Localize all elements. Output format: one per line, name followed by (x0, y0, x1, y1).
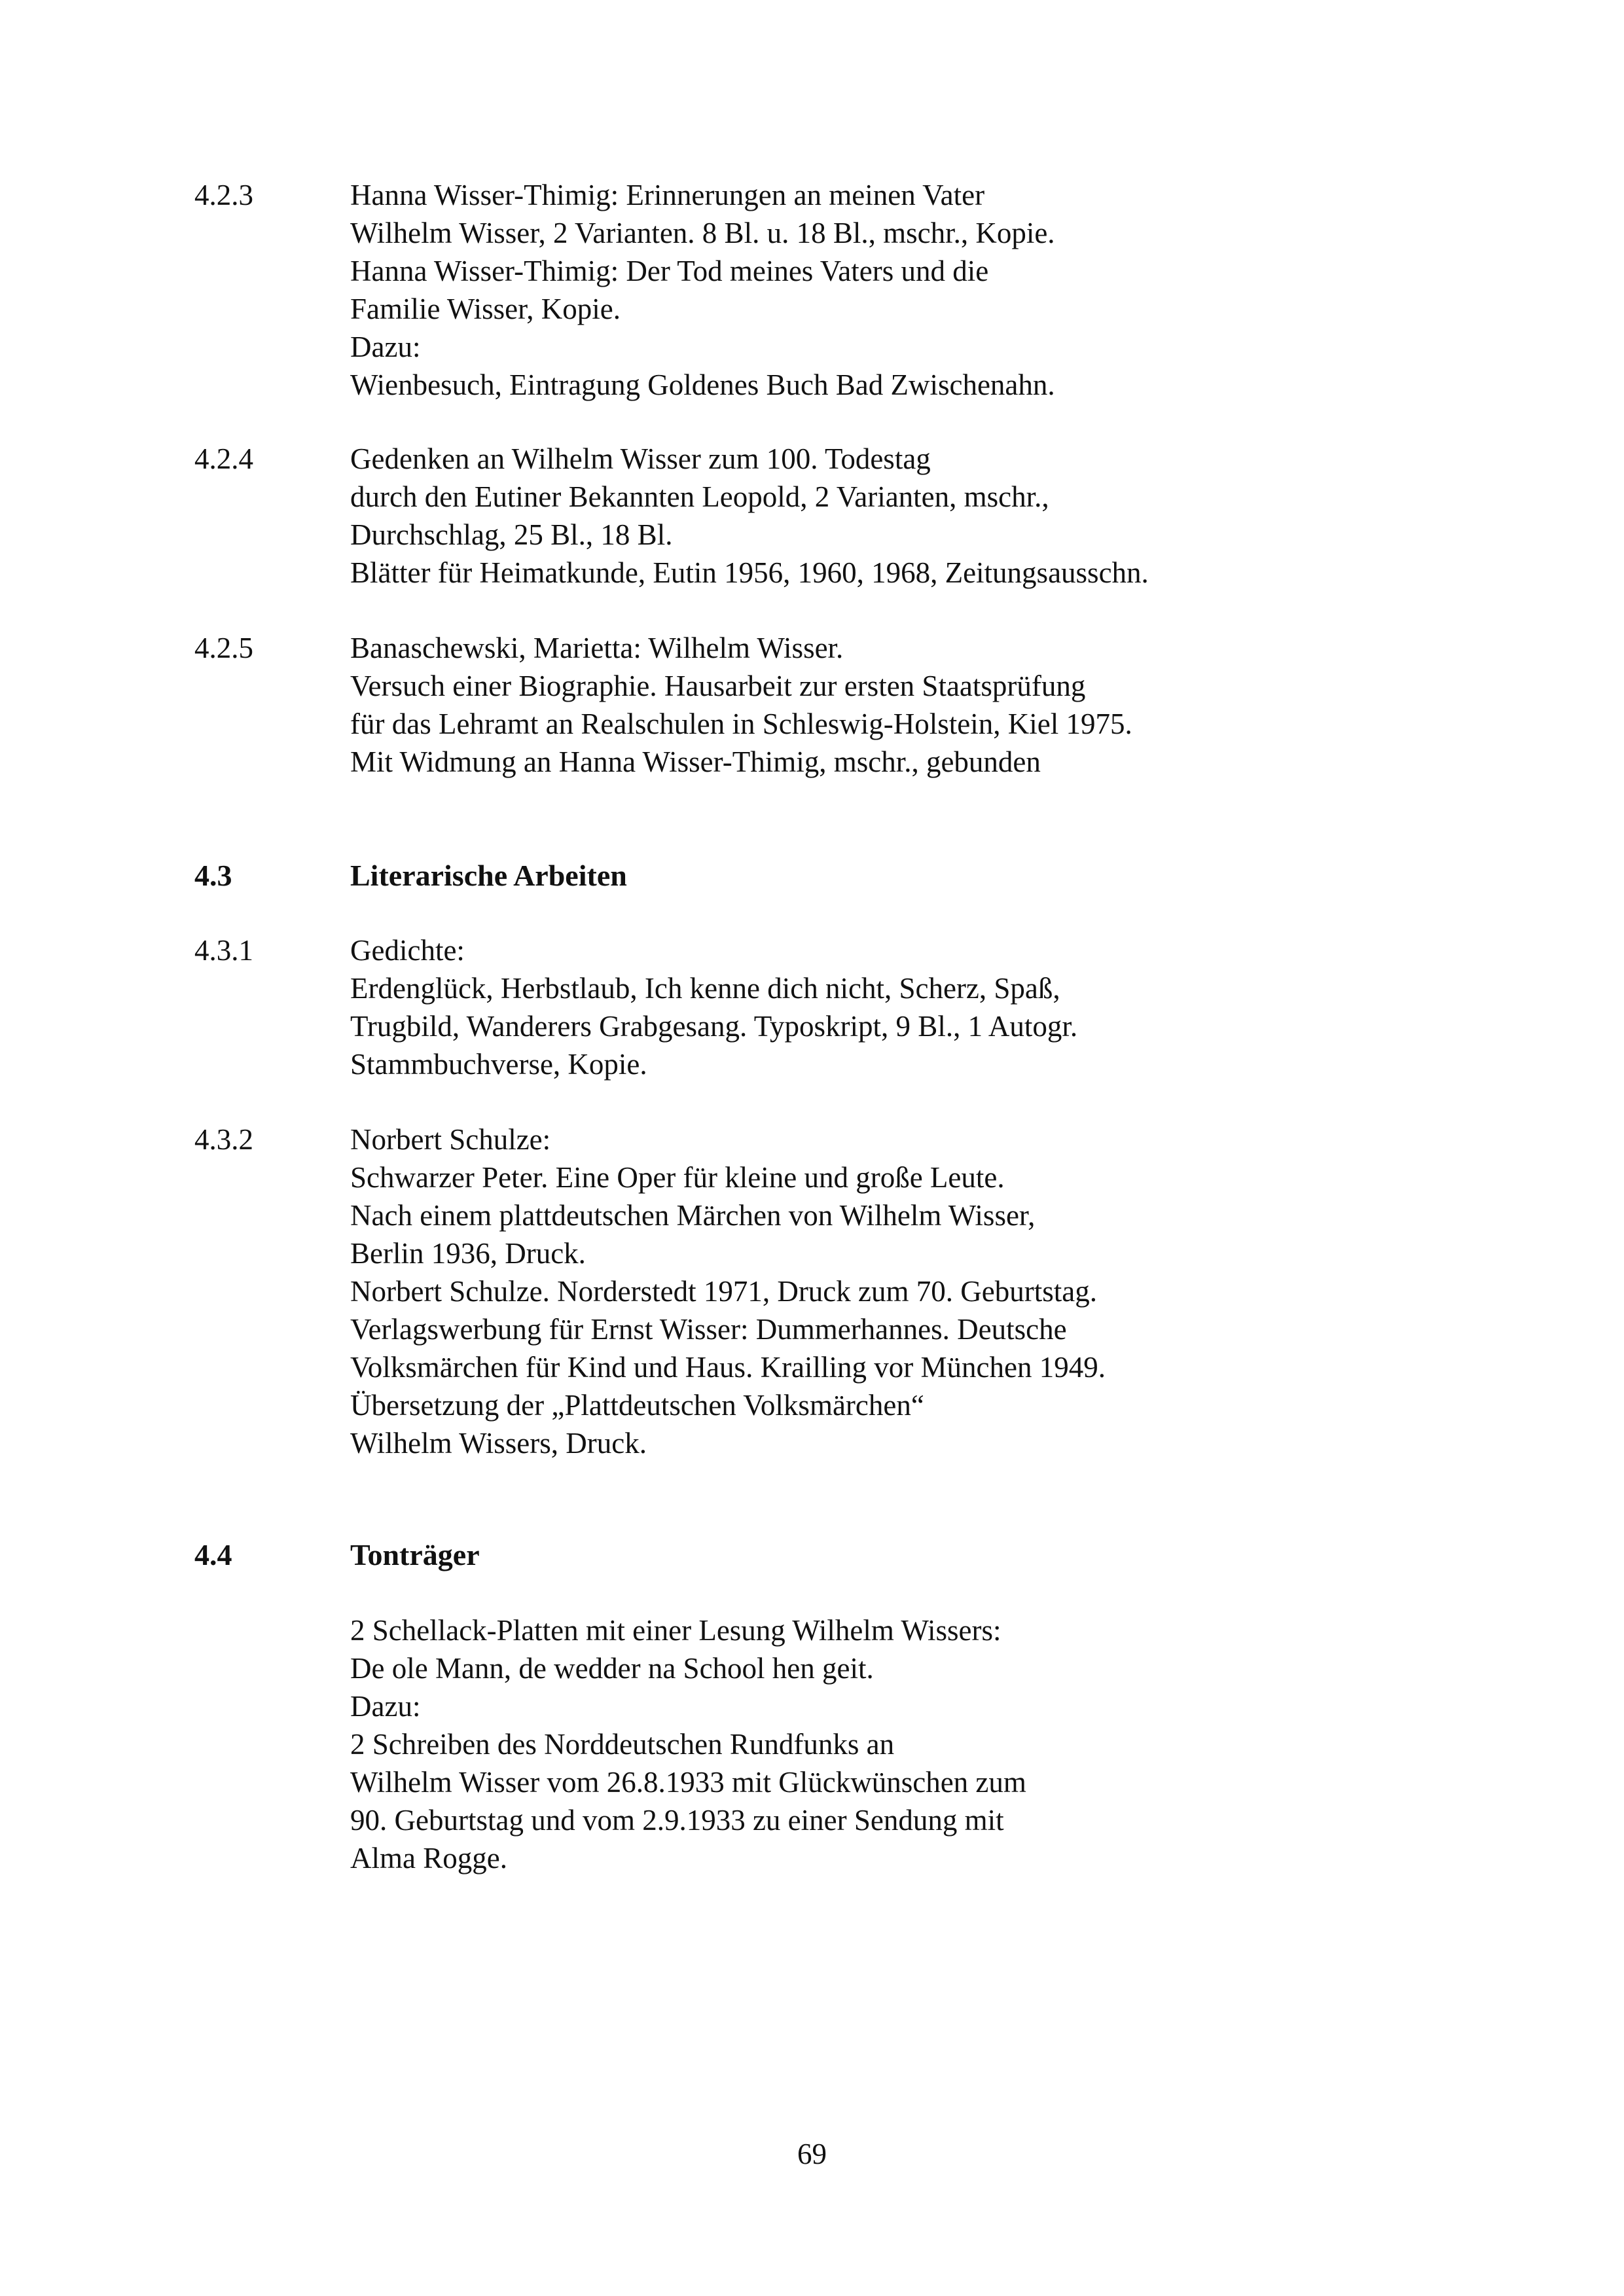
text-line: Hanna Wisser-Thimig: Erinnerungen an meinen Vater (350, 179, 985, 211)
text-line: Stammbuchverse, Kopie. (350, 1048, 647, 1081)
text-line: Volksmärchen für Kind und Haus. Krailling vor München 1949. (350, 1351, 1106, 1384)
text-line: Gedenken an Wilhelm Wisser zum 100. Todestag (350, 442, 931, 475)
section-title: Tonträger (350, 1538, 480, 1571)
section-number: 4.3 (194, 859, 232, 892)
text-line: Dazu: (350, 331, 421, 363)
entry-number: 4.3.1 (194, 934, 253, 967)
entry-text (350, 176, 1594, 404)
text-line: Wilhelm Wisser, 2 Varianten. 8 Bl. u. 18 Bl., mschr., Kopie. (350, 217, 1055, 249)
entry-number: 4.2.5 (194, 632, 253, 664)
text-line: Trugbild, Wanderers Grabgesang. Typoskript, 9 Bl., 1 Autogr. (350, 1010, 1078, 1043)
text-line: 90. Geburtstag und vom 2.9.1933 zu einer Sendung mit (350, 1804, 1004, 1837)
text-line: Familie Wisser, Kopie. (350, 293, 621, 325)
text-line: durch den Eutiner Bekannten Leopold, 2 Varianten, mschr., (350, 480, 1049, 513)
entry-number: 4.3.2 (194, 1123, 253, 1156)
entry-text (350, 1121, 1594, 1462)
text-line: Berlin 1936, Druck. (350, 1237, 586, 1270)
text-line: Wienbesuch, Eintragung Goldenes Buch Bad Zwischenahn. (350, 368, 1055, 401)
text-line: Norbert Schulze: (350, 1123, 551, 1156)
text-line: Versuch einer Biographie. Hausarbeit zur ersten Staatsprüfung (350, 670, 1086, 702)
text-line: Hanna Wisser-Thimig: Der Tod meines Vaters und die (350, 255, 989, 287)
entry-number: 4.2.4 (194, 442, 253, 475)
text-line: Übersetzung der „Plattdeutschen Volksmärchen“ (350, 1389, 924, 1422)
text-line: für das Lehramt an Realschulen in Schleswig-Holstein, Kiel 1975. (350, 708, 1132, 740)
entry-text (350, 931, 1594, 1083)
text-line: Wilhelm Wisser vom 26.8.1933 mit Glückwünschen zum (350, 1766, 1026, 1799)
section-title: Literarische Arbeiten (350, 859, 627, 892)
text-line: Erdenglück, Herbstlaub, Ich kenne dich nicht, Scherz, Spaß, (350, 972, 1060, 1005)
text-line: 2 Schellack-Platten mit einer Lesung Wilhelm Wissers: (350, 1614, 1001, 1647)
text-line: Schwarzer Peter. Eine Oper für kleine und große Leute. (350, 1161, 1005, 1194)
text-line: Gedichte: (350, 934, 465, 967)
entry-number: 4.2.3 (194, 179, 253, 211)
text-line: Wilhelm Wissers, Druck. (350, 1427, 647, 1460)
text-line: Durchschlag, 25 Bl., 18 Bl. (350, 518, 673, 551)
entry-text (350, 629, 1594, 781)
entry-text (350, 440, 1594, 592)
text-line: Nach einem plattdeutschen Märchen von Wilhelm Wisser, (350, 1199, 1036, 1232)
text-line: Alma Rogge. (350, 1842, 507, 1874)
text-line: Verlagswerbung für Ernst Wisser: Dummerhannes. Deutsche (350, 1313, 1067, 1346)
text-line: Banaschewski, Marietta: Wilhelm Wisser. (350, 632, 844, 664)
text-line: De ole Mann, de wedder na School hen geit. (350, 1652, 874, 1685)
text-line: Blätter für Heimatkunde, Eutin 1956, 1960, 1968, Zeitungsausschn. (350, 556, 1149, 589)
section-number: 4.4 (194, 1538, 232, 1571)
text-line: Mit Widmung an Hanna Wisser-Thimig, mschr., gebunden (350, 745, 1041, 778)
entry-text (350, 1611, 1594, 1877)
text-line: Norbert Schulze. Norderstedt 1971, Druck zum 70. Geburtstag. (350, 1275, 1097, 1308)
text-line: Dazu: (350, 1690, 421, 1723)
page-number: 69 (797, 2138, 827, 2170)
text-line: 2 Schreiben des Norddeutschen Rundfunks an (350, 1728, 895, 1761)
